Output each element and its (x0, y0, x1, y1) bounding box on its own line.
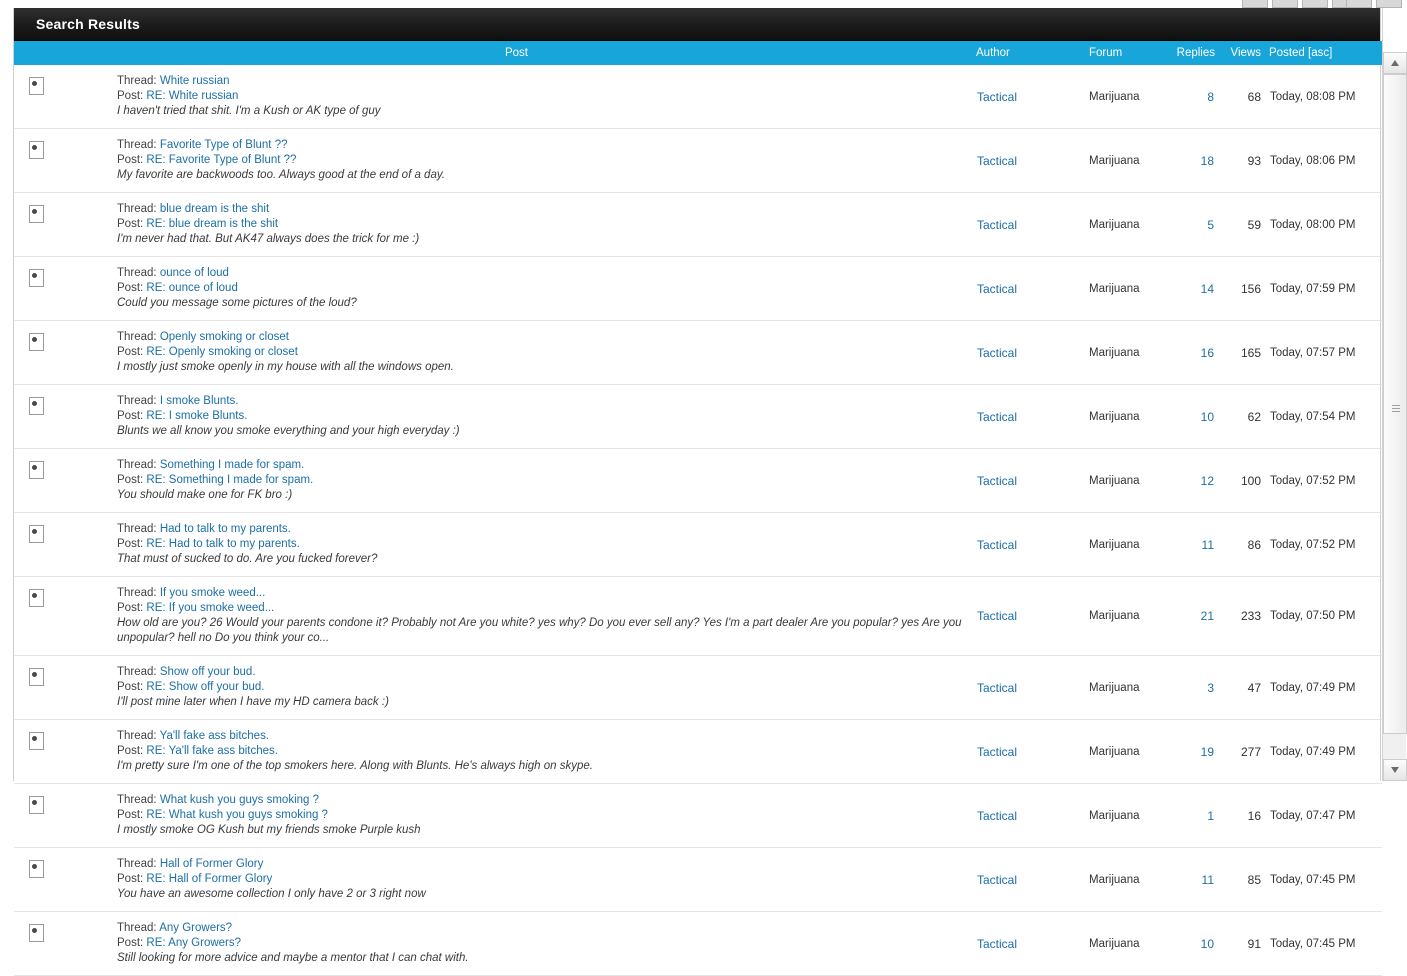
post-excerpt: Could you message some pictures of the loud? (117, 297, 357, 309)
table-row (14, 720, 1382, 784)
table-body (14, 65, 1382, 976)
replies-count-link[interactable]: 16 (1200, 345, 1214, 360)
author-link[interactable]: Tactical (977, 217, 1018, 232)
author-link[interactable]: Tactical (977, 89, 1018, 104)
post-link[interactable]: RE: blue dream is the shit (146, 218, 279, 230)
column-header-views[interactable]: Views (1219, 41, 1265, 65)
row-icon-cell (14, 784, 59, 848)
row-forum-cell: Marijuana (1089, 474, 1140, 487)
post-label: Post: (117, 474, 144, 486)
post-document-icon (29, 860, 44, 878)
replies-count-link[interactable]: 10 (1200, 936, 1214, 951)
thread-label: Thread: (117, 794, 157, 806)
post-excerpt: That must of sucked to do. Are you fucked forever? (117, 553, 378, 565)
post-excerpt: I mostly just smoke openly in my house with all the windows open. (117, 361, 454, 373)
table-row (14, 321, 1382, 385)
row-icon-cell (14, 65, 59, 129)
row-author-cell (974, 449, 1089, 513)
thread-line (117, 138, 968, 153)
row-post-cell (59, 912, 974, 976)
row-posted-cell: Today, 07:45 PM (1270, 873, 1356, 886)
post-document-icon (29, 141, 44, 159)
post-excerpt: You have an awesome collection I only have 2 or 3 right now (117, 888, 426, 900)
row-views-cell: 165 (1240, 345, 1261, 360)
author-link[interactable]: Tactical (977, 872, 1018, 887)
post-label: Post: (117, 937, 144, 949)
author-link[interactable]: Tactical (977, 744, 1018, 759)
row-icon-cell (14, 720, 59, 784)
author-link[interactable]: Tactical (977, 808, 1018, 823)
post-label: Post: (117, 154, 144, 166)
row-views-cell: 86 (1247, 537, 1261, 552)
thread-line (117, 793, 968, 808)
post-link[interactable]: RE: Show off your bud. (146, 681, 265, 693)
thread-label: Thread: (117, 75, 157, 87)
thread-link[interactable]: Ya'll fake ass bitches. (159, 730, 270, 742)
row-author-cell (974, 577, 1089, 656)
row-forum-cell: Marijuana (1089, 410, 1140, 423)
row-posted-cell: Today, 07:50 PM (1270, 610, 1356, 622)
chrome-button-group-left (1242, 0, 1358, 8)
row-views-cell: 59 (1247, 217, 1261, 232)
row-views-cell: 100 (1240, 473, 1261, 488)
chrome-button-group-right (1346, 0, 1402, 8)
post-link[interactable]: RE: Favorite Type of Blunt ?? (146, 154, 297, 166)
row-forum-cell: Marijuana (1089, 681, 1140, 694)
thread-link[interactable]: Any Growers? (159, 922, 233, 934)
post-link[interactable]: RE: White russian (146, 90, 239, 102)
thread-line (117, 921, 968, 936)
row-post-cell (59, 848, 974, 912)
row-icon-cell (14, 513, 59, 577)
row-forum-cell: Marijuana (1089, 218, 1140, 231)
row-replies-cell (1169, 321, 1219, 385)
chrome-button-1[interactable] (1242, 0, 1268, 8)
row-forum-cell: Marijuana (1089, 873, 1140, 886)
row-posted-cell: Today, 08:00 PM (1270, 218, 1356, 231)
row-forum-cell: Marijuana (1089, 90, 1140, 103)
post-document-icon (29, 668, 44, 686)
row-author-cell (974, 848, 1089, 912)
thread-link[interactable]: White russian (159, 75, 230, 87)
thread-link[interactable]: If you smoke weed... (159, 587, 266, 599)
thread-label: Thread: (117, 523, 157, 535)
table-row (14, 912, 1382, 976)
post-link[interactable]: RE: Hall of Former Glory (146, 873, 273, 885)
scroll-down-arrow-icon[interactable] (1383, 759, 1407, 781)
row-icon-cell (14, 912, 59, 976)
post-link[interactable]: RE: If you smoke weed... (146, 602, 275, 614)
post-line (117, 281, 968, 296)
post-document-icon (29, 732, 44, 750)
row-posted-cell: Today, 07:47 PM (1270, 809, 1356, 822)
post-line (117, 473, 968, 488)
row-views-cell: 62 (1247, 409, 1261, 424)
row-author-cell (974, 385, 1089, 449)
row-author-cell (974, 65, 1089, 129)
thread-line (117, 394, 968, 409)
row-replies-cell (1169, 577, 1219, 656)
author-link[interactable]: Tactical (977, 345, 1018, 360)
replies-count-link[interactable]: 5 (1207, 217, 1214, 232)
page-title: Search Results (36, 16, 140, 32)
post-excerpt: Still looking for more advice and maybe a mentor that I can chat with. (117, 952, 469, 964)
column-header-forum[interactable]: Forum (1089, 41, 1169, 65)
post-excerpt: My favorite are backwoods too. Always good at the end of a day. (117, 169, 445, 181)
post-label: Post: (117, 809, 144, 821)
table-row (14, 656, 1382, 720)
author-link[interactable]: Tactical (977, 537, 1018, 552)
vertical-scrollbar[interactable] (1382, 8, 1406, 781)
row-replies-cell (1169, 449, 1219, 513)
post-line (117, 872, 968, 887)
thread-label: Thread: (117, 331, 157, 343)
row-replies-cell (1169, 784, 1219, 848)
post-label: Post: (117, 538, 144, 550)
row-replies-cell (1169, 848, 1219, 912)
post-excerpt: I'm pretty sure I'm one of the top smokers here. Along with Blunts. He's always high on skype. (117, 760, 593, 772)
search-results-table (14, 41, 1382, 976)
thread-line (117, 857, 968, 872)
author-link[interactable]: Tactical (977, 153, 1018, 168)
row-icon-cell (14, 385, 59, 449)
row-replies-cell (1169, 385, 1219, 449)
table-row (14, 129, 1382, 193)
table-row (14, 65, 1382, 129)
table-row (14, 385, 1382, 449)
row-icon-cell (14, 193, 59, 257)
row-posted-cell: Today, 07:52 PM (1270, 474, 1356, 487)
row-post-cell (59, 129, 974, 193)
table-header-row (14, 41, 1382, 65)
post-document-icon (29, 333, 44, 351)
post-document-icon (29, 269, 44, 287)
replies-count-link[interactable]: 14 (1200, 281, 1214, 296)
row-forum-cell: Marijuana (1089, 282, 1140, 295)
row-post-cell (59, 513, 974, 577)
row-author-cell (974, 513, 1089, 577)
post-label: Post: (117, 218, 144, 230)
table-row (14, 848, 1382, 912)
row-post-cell (59, 577, 974, 656)
row-post-cell (59, 65, 974, 129)
row-author-cell (974, 321, 1089, 385)
row-icon-cell (14, 848, 59, 912)
thread-label: Thread: (117, 730, 157, 742)
chrome-button-3[interactable] (1302, 0, 1328, 8)
thread-label: Thread: (117, 203, 157, 215)
post-excerpt: I mostly smoke OG Kush but my friends smoke Purple kush (117, 824, 421, 836)
row-replies-cell (1169, 656, 1219, 720)
post-line (117, 680, 968, 695)
replies-count-link[interactable]: 12 (1200, 473, 1214, 488)
scroll-up-arrow-icon[interactable] (1383, 52, 1407, 74)
thread-link[interactable]: What kush you guys smoking ? (159, 794, 320, 806)
post-document-icon (29, 461, 44, 479)
thread-line (117, 202, 968, 217)
replies-count-link[interactable]: 18 (1200, 153, 1214, 168)
row-author-cell (974, 193, 1089, 257)
row-forum-cell: Marijuana (1089, 937, 1140, 950)
search-results-panel (13, 8, 1381, 964)
post-excerpt: I haven't tried that shit. I'm a Kush or AK type of guy (117, 105, 381, 117)
row-posted-cell: Today, 07:52 PM (1270, 538, 1356, 551)
row-replies-cell (1169, 257, 1219, 321)
post-line (117, 409, 968, 424)
post-link[interactable]: RE: ounce of loud (146, 282, 238, 294)
thread-line (117, 522, 968, 537)
thread-line (117, 458, 968, 473)
row-replies-cell (1169, 65, 1219, 129)
post-line (117, 936, 968, 951)
author-link[interactable]: Tactical (977, 936, 1018, 951)
thread-label: Thread: (117, 459, 157, 471)
author-link[interactable]: Tactical (977, 409, 1018, 424)
post-label: Post: (117, 346, 144, 358)
thread-link[interactable]: Openly smoking or closet (159, 331, 289, 343)
chrome-button-5[interactable] (1346, 0, 1372, 8)
table-row (14, 784, 1382, 848)
post-excerpt: I'm never had that. But AK47 always does the trick for me :) (117, 233, 420, 245)
thread-line (117, 586, 968, 601)
table-row (14, 449, 1382, 513)
thread-label: Thread: (117, 587, 157, 599)
row-icon-cell (14, 129, 59, 193)
thread-label: Thread: (117, 139, 157, 151)
post-label: Post: (117, 745, 144, 757)
row-posted-cell: Today, 07:45 PM (1270, 937, 1356, 950)
thread-link[interactable]: Had to talk to my parents. (159, 523, 291, 535)
row-post-cell (59, 193, 974, 257)
row-icon-cell (14, 321, 59, 385)
post-document-icon (29, 77, 44, 95)
row-post-cell (59, 656, 974, 720)
post-link[interactable]: RE: Something I made for spam. (146, 474, 314, 486)
chrome-button-2[interactable] (1272, 0, 1298, 8)
row-views-cell: 91 (1247, 936, 1261, 951)
post-link[interactable]: RE: Openly smoking or closet (146, 346, 298, 358)
replies-count-link[interactable]: 19 (1200, 744, 1214, 759)
row-views-cell: 16 (1247, 808, 1261, 823)
thread-label: Thread: (117, 922, 157, 934)
thread-label: Thread: (117, 395, 157, 407)
thread-link[interactable]: Favorite Type of Blunt ?? (159, 139, 288, 151)
thread-line (117, 729, 968, 744)
row-replies-cell (1169, 193, 1219, 257)
row-posted-cell: Today, 07:49 PM (1270, 681, 1356, 694)
row-icon-cell (14, 577, 59, 656)
row-author-cell (974, 129, 1089, 193)
row-author-cell (974, 656, 1089, 720)
author-link[interactable]: Tactical (977, 473, 1018, 488)
column-header-post[interactable]: Post (59, 41, 974, 65)
replies-count-link[interactable]: 11 (1201, 872, 1214, 887)
post-document-icon (29, 525, 44, 543)
author-link[interactable]: Tactical (977, 281, 1018, 296)
row-replies-cell (1169, 912, 1219, 976)
row-forum-cell: Marijuana (1089, 809, 1140, 822)
row-author-cell (974, 257, 1089, 321)
post-label: Post: (117, 681, 144, 693)
post-line (117, 744, 968, 759)
table-header (14, 41, 1382, 65)
row-post-cell (59, 449, 974, 513)
row-author-cell (974, 784, 1089, 848)
row-views-cell: 156 (1240, 281, 1261, 296)
post-label: Post: (117, 602, 144, 614)
table-row (14, 257, 1382, 321)
column-header-replies[interactable]: Replies (1169, 41, 1219, 65)
row-views-cell: 47 (1247, 680, 1261, 695)
post-label: Post: (117, 90, 144, 102)
column-header-author[interactable]: Author (974, 41, 1089, 65)
thread-link[interactable]: Hall of Former Glory (159, 858, 264, 870)
row-replies-cell (1169, 720, 1219, 784)
row-icon-cell (14, 656, 59, 720)
row-replies-cell (1169, 129, 1219, 193)
post-link[interactable]: RE: What kush you guys smoking ? (146, 809, 328, 821)
post-label: Post: (117, 410, 144, 422)
replies-count-link[interactable]: 3 (1207, 680, 1214, 695)
row-post-cell (59, 257, 974, 321)
post-label: Post: (117, 282, 144, 294)
window-title-bar (14, 8, 1380, 41)
post-line (117, 808, 968, 823)
row-post-cell (59, 784, 974, 848)
row-posted-cell: Today, 07:57 PM (1270, 346, 1356, 359)
row-post-cell (59, 321, 974, 385)
row-forum-cell: Marijuana (1089, 154, 1140, 167)
post-line (117, 537, 968, 552)
post-link[interactable]: RE: Any Growers? (146, 937, 242, 949)
row-posted-cell: Today, 07:54 PM (1270, 410, 1356, 423)
post-excerpt: You should make one for FK bro :) (117, 489, 293, 501)
post-document-icon (29, 397, 44, 415)
thread-line (117, 665, 968, 680)
author-link[interactable]: Tactical (977, 609, 1018, 623)
post-link[interactable]: RE: Ya'll fake ass bitches. (146, 745, 278, 757)
row-forum-cell: Marijuana (1089, 745, 1140, 758)
row-replies-cell (1169, 513, 1219, 577)
table-row (14, 513, 1382, 577)
post-document-icon (29, 924, 44, 942)
replies-count-link[interactable]: 11 (1201, 537, 1214, 552)
row-author-cell (974, 912, 1089, 976)
row-forum-cell: Marijuana (1089, 346, 1140, 359)
post-link[interactable]: RE: Had to talk to my parents. (146, 538, 300, 550)
browser-chrome-strip (0, 0, 1406, 8)
row-forum-cell: Marijuana (1089, 538, 1140, 551)
post-document-icon (29, 589, 44, 607)
row-post-cell (59, 385, 974, 449)
row-icon-cell (14, 257, 59, 321)
post-line (117, 217, 968, 232)
scrollbar-top-pad (1383, 8, 1407, 52)
author-link[interactable]: Tactical (977, 680, 1018, 695)
thread-line (117, 74, 968, 89)
row-posted-cell: Today, 08:08 PM (1270, 90, 1356, 103)
post-excerpt: Blunts we all know you smoke everything and your high everyday :) (117, 425, 460, 437)
row-icon-cell (14, 449, 59, 513)
post-excerpt: I'll post mine later when I have my HD camera back :) (117, 696, 389, 708)
replies-count-link[interactable]: 8 (1207, 89, 1214, 104)
thread-label: Thread: (117, 858, 157, 870)
thread-label: Thread: (117, 666, 157, 678)
thread-link[interactable]: Show off your bud. (159, 666, 256, 678)
scrollbar-grip-icon (1392, 405, 1400, 412)
post-line (117, 89, 968, 104)
row-views-cell: 85 (1247, 872, 1261, 887)
scrollbar-thumb[interactable] (1383, 74, 1407, 734)
replies-count-link[interactable]: 1 (1207, 808, 1214, 823)
row-posted-cell: Today, 07:49 PM (1270, 745, 1356, 758)
replies-count-link[interactable]: 10 (1200, 409, 1214, 424)
column-header-icon (14, 41, 59, 65)
post-line (117, 153, 968, 168)
post-label: Post: (117, 873, 144, 885)
column-header-posted[interactable]: Posted [asc] (1265, 41, 1382, 65)
thread-link[interactable]: I smoke Blunts. (159, 395, 239, 407)
row-posted-cell: Today, 08:06 PM (1270, 154, 1356, 167)
row-forum-cell: Marijuana (1089, 610, 1140, 622)
table-row (14, 577, 1382, 656)
post-line (117, 345, 968, 360)
chrome-button-6[interactable] (1376, 0, 1402, 8)
row-post-cell (59, 720, 974, 784)
post-document-icon (29, 205, 44, 223)
row-views-cell: 93 (1247, 153, 1261, 168)
thread-link[interactable]: Something I made for spam. (159, 459, 305, 471)
row-views-cell: 233 (1240, 609, 1261, 623)
thread-line (117, 330, 968, 345)
post-line (117, 601, 968, 616)
table-row (14, 193, 1382, 257)
thread-link[interactable]: blue dream is the shit (159, 203, 270, 215)
row-views-cell: 277 (1240, 744, 1261, 759)
replies-count-link[interactable]: 21 (1200, 609, 1214, 623)
row-views-cell: 68 (1247, 89, 1261, 104)
post-excerpt: How old are you? 26 Would your parents condone it? Probably not Are you white? yes why? Do you ever sell any? Yes I'm a part dealer Are you popular? yes Are you unpopular? hell no Do you think your co... (117, 617, 962, 644)
row-author-cell (974, 720, 1089, 784)
thread-label: Thread: (117, 267, 157, 279)
thread-link[interactable]: ounce of loud (159, 267, 229, 279)
post-document-icon (29, 796, 44, 814)
thread-line (117, 266, 968, 281)
post-link[interactable]: RE: I smoke Blunts. (146, 410, 248, 422)
row-posted-cell: Today, 07:59 PM (1270, 282, 1356, 295)
